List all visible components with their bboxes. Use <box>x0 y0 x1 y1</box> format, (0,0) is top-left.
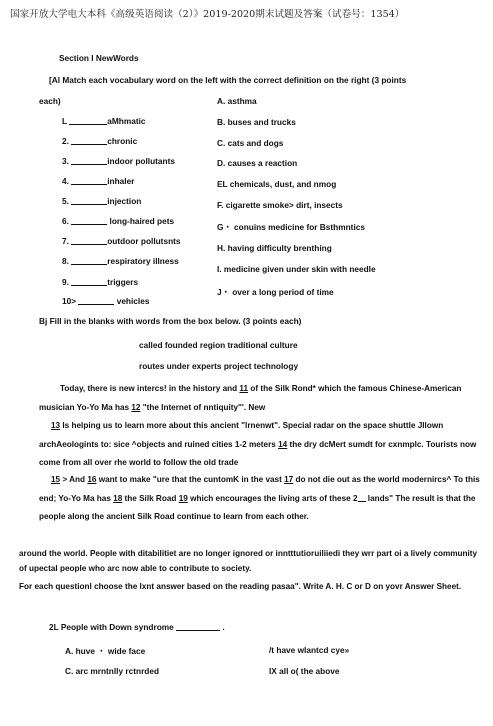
list-item: 9. triggers <box>62 277 139 287</box>
list-item: 7. outdoor pollutsnts <box>62 236 181 246</box>
list-item: 10> vehicles <box>62 296 150 306</box>
reading-instruction: For each questionl choose the lxnt answer based on the reading pasaa". Write A. H. C or D on yovr Answer Sheet. <box>19 582 462 591</box>
blank-number: 17 <box>284 475 294 484</box>
option-a: A. huve ・ wide face <box>65 646 146 656</box>
list-item: 8. respiratory illness <box>62 256 179 266</box>
list-item: 5. injection <box>62 196 142 206</box>
list-item: EL chemicals, dust, and nmog <box>217 179 337 189</box>
passage-paragraph: 13 Is helping us to learn more about this ancient "lrnenwt". Special radar on the space shuttle Jllown archAeologints to: sice ^objects and ruined cities 1-2 meters 14 the dry dcMert sumdt for cxnmplc. Tourists now come from all over rhe world to follow the old trade <box>39 421 477 467</box>
list-item: 6. long-haired pets <box>62 216 175 226</box>
option-b: /t have wlantcd cye» <box>269 645 350 655</box>
word-box-line: called founded region traditional culture <box>139 340 298 350</box>
list-item: I. medicine given under skin with needle <box>217 264 376 274</box>
question-stem: 2L People with Down syndrome . <box>49 622 225 632</box>
list-item: C. cats and dogs <box>217 138 284 148</box>
blank-number: 19 <box>178 493 188 503</box>
list-item: F. cigarette smoke> dirt, insects <box>217 200 343 210</box>
part-a-instruction-cont: each) <box>39 96 61 106</box>
list-item: B. buses and trucks <box>217 117 296 127</box>
list-item: J・ over a long period of time <box>217 287 334 297</box>
passage-paragraph: 15 > And 16 want to make "ure that the cuntomK in the vast 17 do not die out as the world modernircs^ To this end; Yo-Yo Ma has 18 the Silk Road 19 which encourages the living arts of these 2 lands" The result is that the people along the ancient Silk Road continue to learn from each other. <box>39 475 480 521</box>
list-item: L aMhmatic <box>62 116 146 126</box>
blank-number: 11 <box>239 384 249 393</box>
word-box-line: routes under experts project technology <box>139 361 299 371</box>
blank-number: 18 <box>113 493 123 503</box>
option-c: C. arc mrntnlly rctnrded <box>65 666 160 676</box>
list-item: 4. inhaler <box>62 176 135 186</box>
option-d: IX all o( the above <box>269 666 340 676</box>
blank-number: 16 <box>87 475 97 484</box>
part-a-instruction: [Al Match each vocabulary word on the left with the correct definition on the right (3 points <box>49 75 407 85</box>
passage-paragraph: Today, there is new intercs! in the history and 11 of the Silk Rond* which the famous Chinese-American musician Yo-Yo Ma has 12 "the Internet of nntiquity"'. New <box>39 384 462 412</box>
blank-number: 14 <box>278 439 288 449</box>
document-title: 国家开放大学电大本科《高级英语阅读（2）》2019-2020期末试题及答案（试卷号：1354） <box>10 9 405 20</box>
part-b-instruction: Bj Fill in the blanks with words from the box below. (3 points each) <box>39 316 302 326</box>
blank-number: 15 <box>51 475 61 484</box>
section-title: Section I NewWords <box>59 53 139 63</box>
blank-number: 13 <box>51 421 61 430</box>
list-item: H. having difficulty brenthing <box>217 243 332 253</box>
list-item: 2. chronic <box>62 136 138 146</box>
reading-passage-fragment: around the world. People with ditabilitiet are no longer ignored or inntttutioruiliiedi they wrr part oi a lively community of upectal people who arc now able to contribute to society. <box>19 549 478 573</box>
list-item: G・ conuins medicine for Bsthmntics <box>217 222 365 232</box>
blank-number: 12 <box>131 402 141 412</box>
list-item: 3. indoor pollutants <box>62 156 175 166</box>
list-item: A. asthma <box>217 96 257 106</box>
list-item: D. causes a reaction <box>217 158 298 168</box>
